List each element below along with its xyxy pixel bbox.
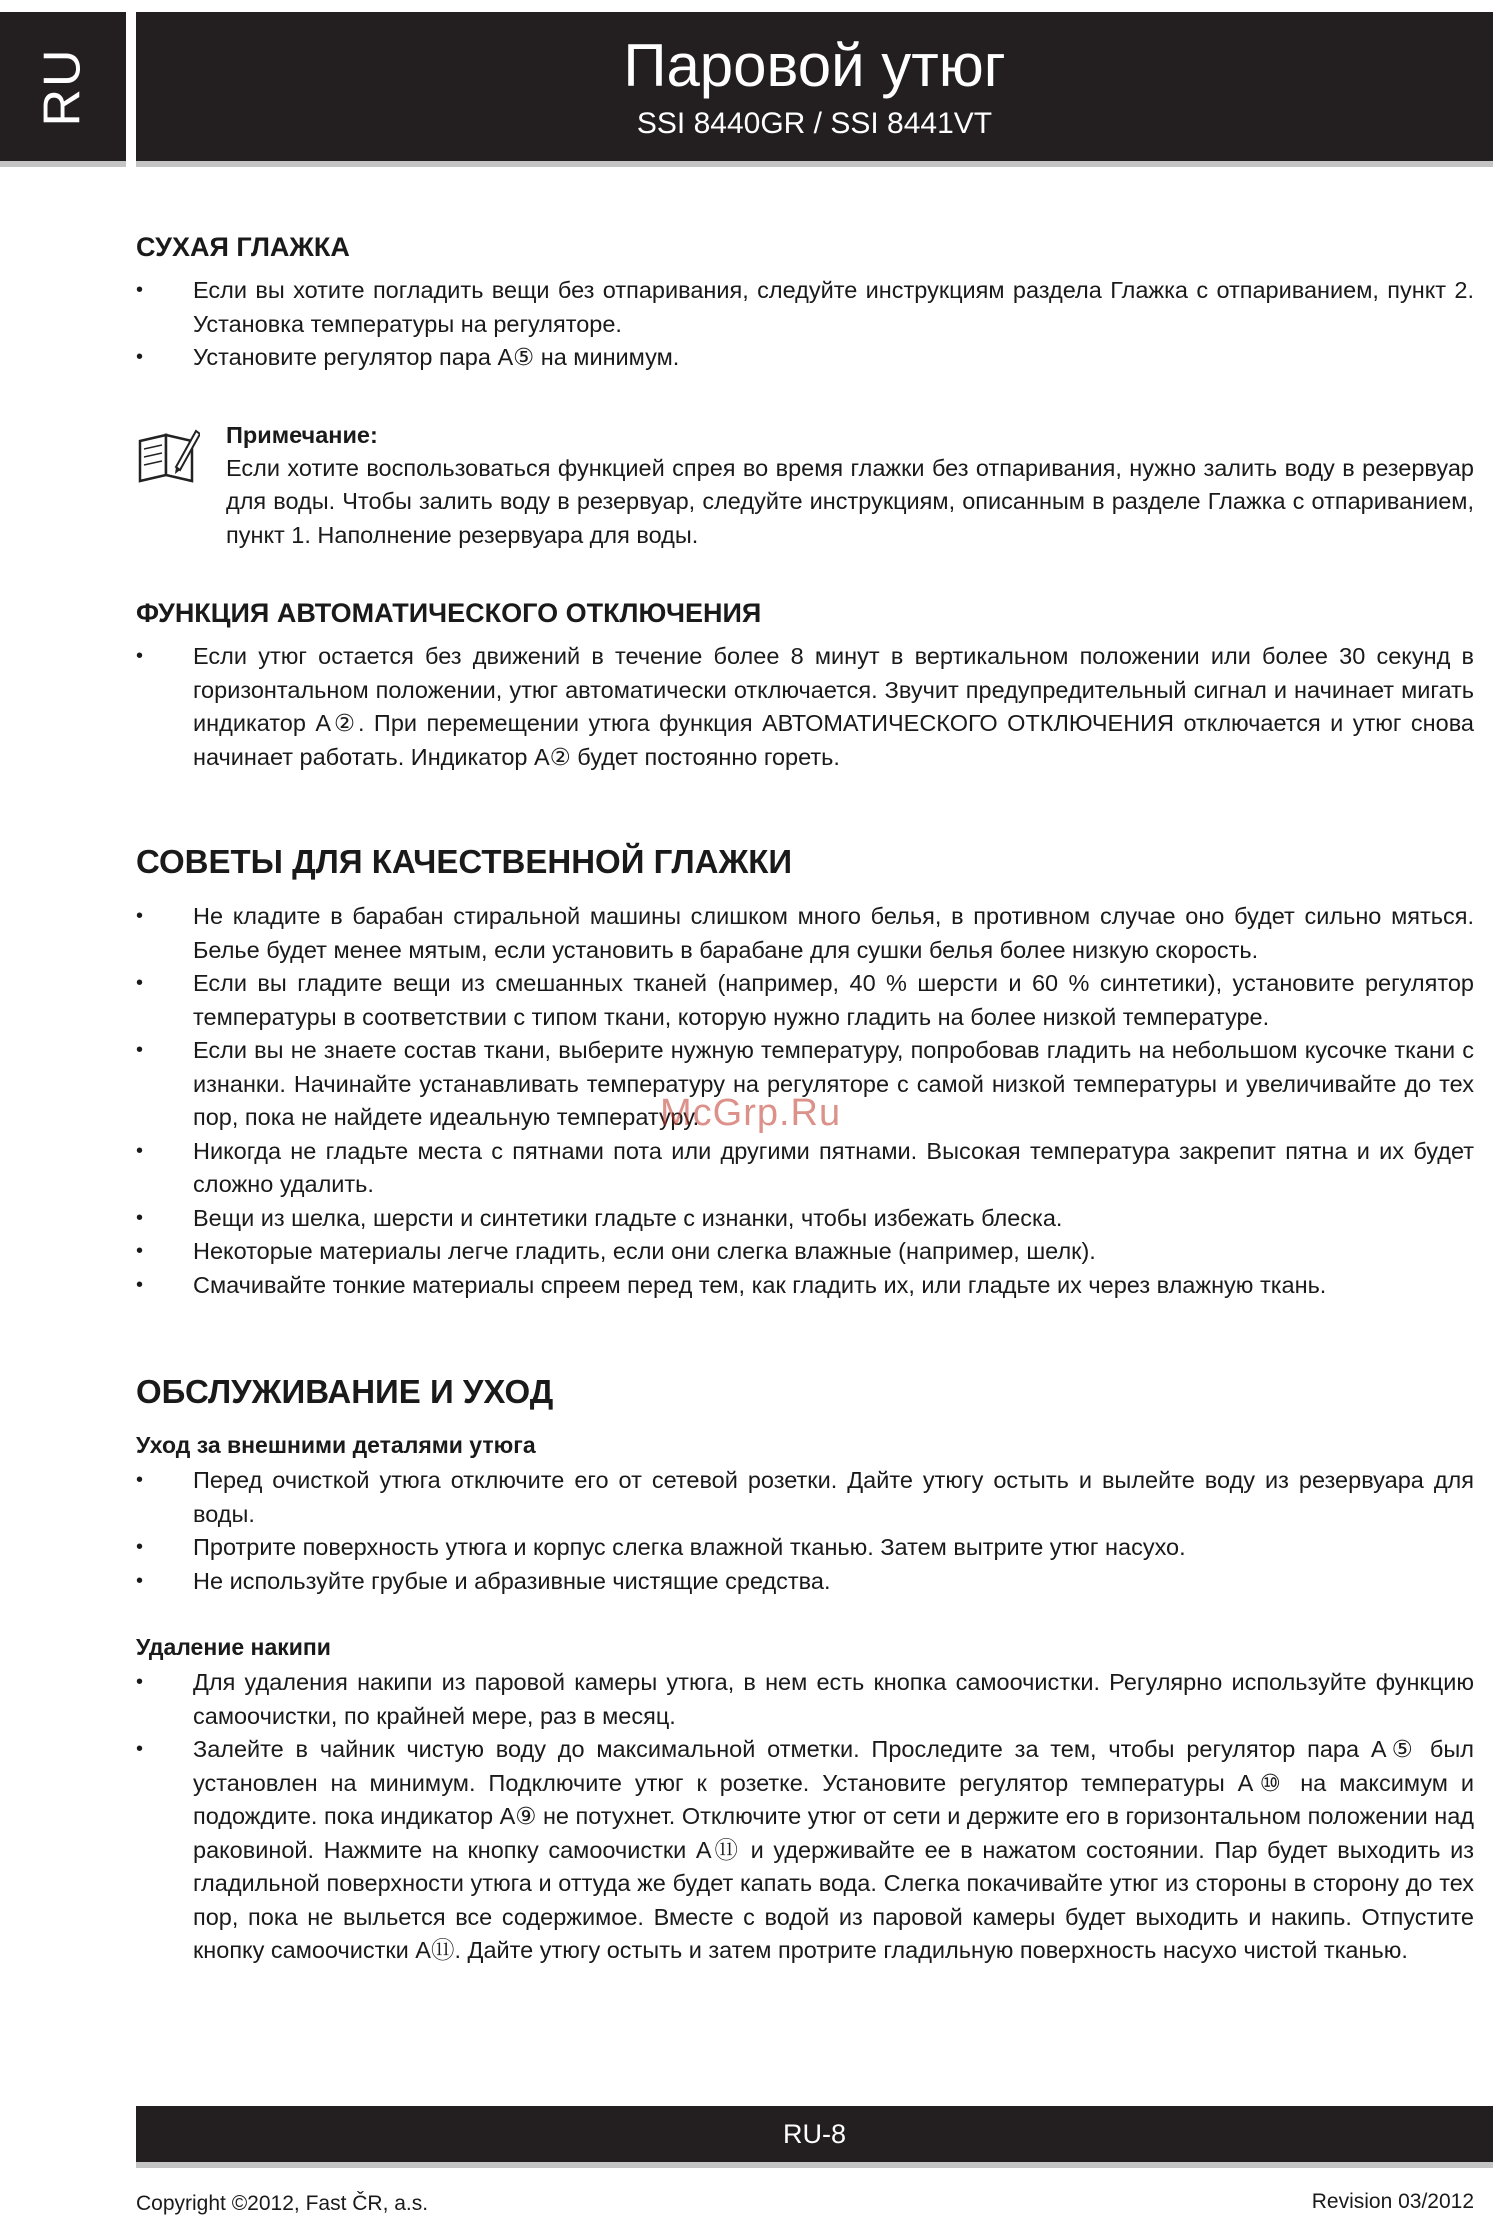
bullet-list [136, 640, 1474, 774]
section-auto-off [136, 596, 1474, 774]
page-title: Паровой утюг [623, 32, 1006, 99]
list-item: • Если утюг остается без движений в течение более 8 минут в вертикальном положении или более 30 секунд в горизонтальном положении, утюг автоматически отключается. Звучит предупредительный сигнал и начинает мигать индикатор А②. При перемещении утюга функция АВТОМАТИЧЕСКОГО ОТКЛЮЧЕНИЯ отключается и утюг снова начинает работать. Индикатор А② будет постоянно гореть. [136, 640, 1474, 774]
note-body [226, 419, 1474, 553]
model-subtitle: SSI 8440GR / SSI 8441VT [636, 107, 993, 140]
section-maintenance [136, 1372, 1474, 1968]
list-item: • Если вы не знаете состав ткани, выберите нужную температуру, попробовав гладить на небольшом кусочке ткани с изнанки. Начинайте устанавливать температуру на регуляторе с самой низкой температуры и увеличивайте до тех пор, пока не найдете идеальную температуру. [136, 1034, 1474, 1135]
list-item: • Установите регулятор пара А⑤ на минимум. [136, 341, 1474, 375]
list-item: • Если вы хотите погладить вещи без отпаривания, следуйте инструкциям раздела Глажка с отпариванием, пункт 2. Установка температуры на регуляторе. [136, 274, 1474, 341]
language-tab [0, 12, 126, 161]
list-item: • Не используйте грубые и абразивные чистящие средства. [136, 1565, 1474, 1599]
note-box [136, 419, 1474, 553]
copyright: Copyright ©2012, Fast ČR, a.s. [136, 2192, 429, 2215]
subsection-heading: Уход за внешними деталями утюга [136, 1432, 536, 1458]
watermark: McGrp.Ru [660, 1092, 842, 1134]
section-heading: СУХАЯ ГЛАЖКА [136, 232, 350, 262]
list-item: • Если вы гладите вещи из смешанных тканей (например, 40 % шерсти и 60 % синтетики), установите регулятор температуры в соответствии с типом ткани, которую нужно гладить на более низкой температуре. [136, 967, 1474, 1034]
language-label: RU [33, 46, 92, 127]
list-item: • Смачивайте тонкие материалы спреем перед тем, как гладить их, или гладьте их через влажную ткань. [136, 1269, 1474, 1303]
list-item: • Не кладите в барабан стиральной машины слишком много белья, в противном случае оно будет сильно мяться. Белье будет менее мятым, если установить в барабане для сушки белья более низкую скорость. [136, 900, 1474, 967]
list-item: • Перед очисткой утюга отключите его от сетевой розетки. Дайте утюгу остыть и вылейте воду из резервуара для воды. [136, 1464, 1474, 1531]
section-heading: ОБСЛУЖИВАНИЕ И УХОД [136, 1373, 554, 1410]
book-pencil-icon [136, 427, 200, 483]
list-item: • Вещи из шелка, шерсти и синтетики гладьте с изнанки, чтобы избежать блеска. [136, 1202, 1474, 1236]
list-item: • Некоторые материалы легче гладить, если они слегка влажные (например, шелк). [136, 1235, 1474, 1269]
section-dry-ironing [136, 230, 1474, 375]
bullet-list [136, 274, 1474, 375]
page-number: RU-8 [782, 2119, 846, 2149]
bullet-list [136, 1464, 1474, 1598]
note-text: Если хотите воспользоваться функцией спрея во время глажки без отпаривания, нужно залить воду в резервуар для воды. Чтобы залить воду в резервуар, следуйте инструкциям, описанным в разделе Глажка с отпариванием, пункт 1. Наполнение резервуара для воды. [226, 454, 1474, 548]
list-item: • Для удаления накипи из паровой камеры утюга, в нем есть кнопка самоочистки. Регулярно используйте функцию самоочистки, по крайней мере, раз в месяц. [136, 1666, 1474, 1733]
subsection-heading: Удаление накипи [136, 1634, 331, 1660]
revision: Revision 03/2012 [1311, 2190, 1474, 2213]
list-item: • Залейте в чайник чистую воду до максимальной отметки. Проследите за тем, чтобы регулятор пара А⑤ был установлен на минимум. Подключите утюг к розетке. Установите регулятор температуры А⑩ на максимум и подождите. пока индикатор А⑨ не потухнет. Отключите утюг от сети и держите его в горизонтальном положении над раковиной. Нажмите на кнопку самоочистки А⑪ и удерживайте ее в нажатом состоянии. Пар будет выходить из гладильной поверхности утюга и оттуда же будет капать вода. Слегка покачивайте утюг из стороны в сторону до тех пор, пока не выльется все содержимое. Вместе с водой из паровой камеры будет выходить и накипь. Отпустите кнопку самоочистки А⑪. Дайте утюгу остыть и затем протрите гладильную поверхность насухо чистой тканью. [136, 1733, 1474, 1968]
list-item: • Никогда не гладьте места с пятнами пота или другими пятнами. Высокая температура закрепит пятна и их будет сложно удалить. [136, 1135, 1474, 1202]
page-header [136, 12, 1493, 161]
footer-bar [136, 2106, 1493, 2162]
list-item: • Протрите поверхность утюга и корпус слегка влажной тканью. Затем вытрите утюг насухо. [136, 1531, 1474, 1565]
section-tips [136, 842, 1474, 1302]
bullet-list [136, 1666, 1474, 1968]
note-title: Примечание: [226, 421, 378, 448]
section-heading: ФУНКЦИЯ АВТОМАТИЧЕСКОГО ОТКЛЮЧЕНИЯ [136, 598, 762, 628]
section-heading: СОВЕТЫ ДЛЯ КАЧЕСТВЕННОЙ ГЛАЖКИ [136, 843, 793, 880]
